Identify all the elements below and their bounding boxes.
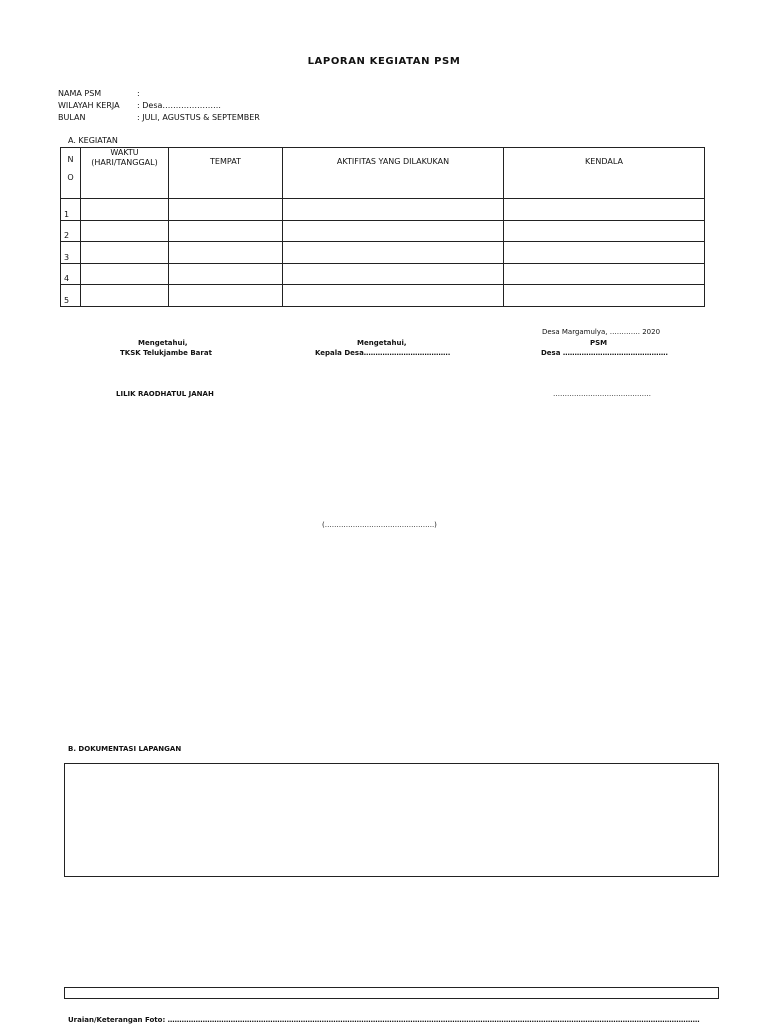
table-row <box>61 220 705 242</box>
cell-kendala <box>504 285 705 307</box>
center-name-line: (………………………………………..) <box>322 521 437 529</box>
cell-kendala <box>504 220 705 242</box>
cell-no: 1 <box>61 199 81 221</box>
cell-tempat <box>169 285 283 307</box>
left-heading: Mengetahui, <box>138 339 188 347</box>
cell-tempat <box>169 220 283 242</box>
cell-no: 4 <box>61 263 81 285</box>
cell-aktifitas <box>283 242 504 264</box>
cell-aktifitas <box>283 263 504 285</box>
table-row <box>61 242 705 264</box>
header-no: N O <box>61 148 81 199</box>
cell-tempat <box>169 242 283 264</box>
cell-no: 3 <box>61 242 81 264</box>
section-b-heading: B. DOKUMENTASI LAPANGAN <box>68 745 182 753</box>
center-role: Kepala Desa………………………………. <box>315 349 451 357</box>
header-kendala: KENDALA <box>504 148 705 199</box>
documentation-photo-box <box>64 763 719 877</box>
header-tempat: TEMPAT <box>169 148 283 199</box>
wilayah-kerja-label: WILAYAH KERJA <box>58 101 120 110</box>
nama-psm-value: : <box>137 89 140 98</box>
cell-tempat <box>169 199 283 221</box>
kegiatan-table <box>60 147 705 307</box>
nama-psm-label: NAMA PSM <box>58 89 102 98</box>
left-name: LILIK RAODHATUL JANAH <box>116 390 214 398</box>
wilayah-kerja-value: : Desa…………………. <box>137 101 221 110</box>
left-role: TKSK Telukjambe Barat <box>120 349 212 357</box>
cell-waktu <box>81 263 169 285</box>
cell-waktu <box>81 199 169 221</box>
kegiatan-table-header <box>61 148 705 199</box>
section-a-heading: A. KEGIATAN <box>68 136 118 145</box>
photo-caption: Uraian/Keterangan Foto: ………………………………………………………………………………………………………………………………………………………………………………………………………… <box>68 1016 700 1024</box>
table-row <box>61 263 705 285</box>
cell-no: 2 <box>61 220 81 242</box>
header-aktifitas: AKTIFITAS YANG DILAKUKAN <box>283 148 504 199</box>
report-title: LAPORAN KEGIATAN PSM <box>307 56 461 67</box>
cell-kendala <box>504 263 705 285</box>
cell-waktu <box>81 285 169 307</box>
table-row <box>61 285 705 307</box>
cell-no: 5 <box>61 285 81 307</box>
table-row <box>61 199 705 221</box>
cell-kendala <box>504 199 705 221</box>
cell-kendala <box>504 242 705 264</box>
right-role: Desa ……………………………………… <box>541 349 668 357</box>
cell-waktu <box>81 242 169 264</box>
bulan-value: : JULI, AGUSTUS & SEPTEMBER <box>137 113 260 122</box>
cell-aktifitas <box>283 285 504 307</box>
header-waktu: WAKTU (HARI/TANGGAL) <box>81 148 169 199</box>
bulan-label: BULAN <box>58 113 86 122</box>
right-name-line: …………………………………… <box>553 390 651 398</box>
right-place-date: Desa Margamulya, …………. 2020 <box>542 328 661 336</box>
cell-waktu <box>81 220 169 242</box>
center-heading: Mengetahui, <box>357 339 407 347</box>
cell-aktifitas <box>283 220 504 242</box>
right-heading: PSM <box>590 339 608 347</box>
photo-strip-box <box>64 987 719 999</box>
cell-tempat <box>169 263 283 285</box>
cell-aktifitas <box>283 199 504 221</box>
